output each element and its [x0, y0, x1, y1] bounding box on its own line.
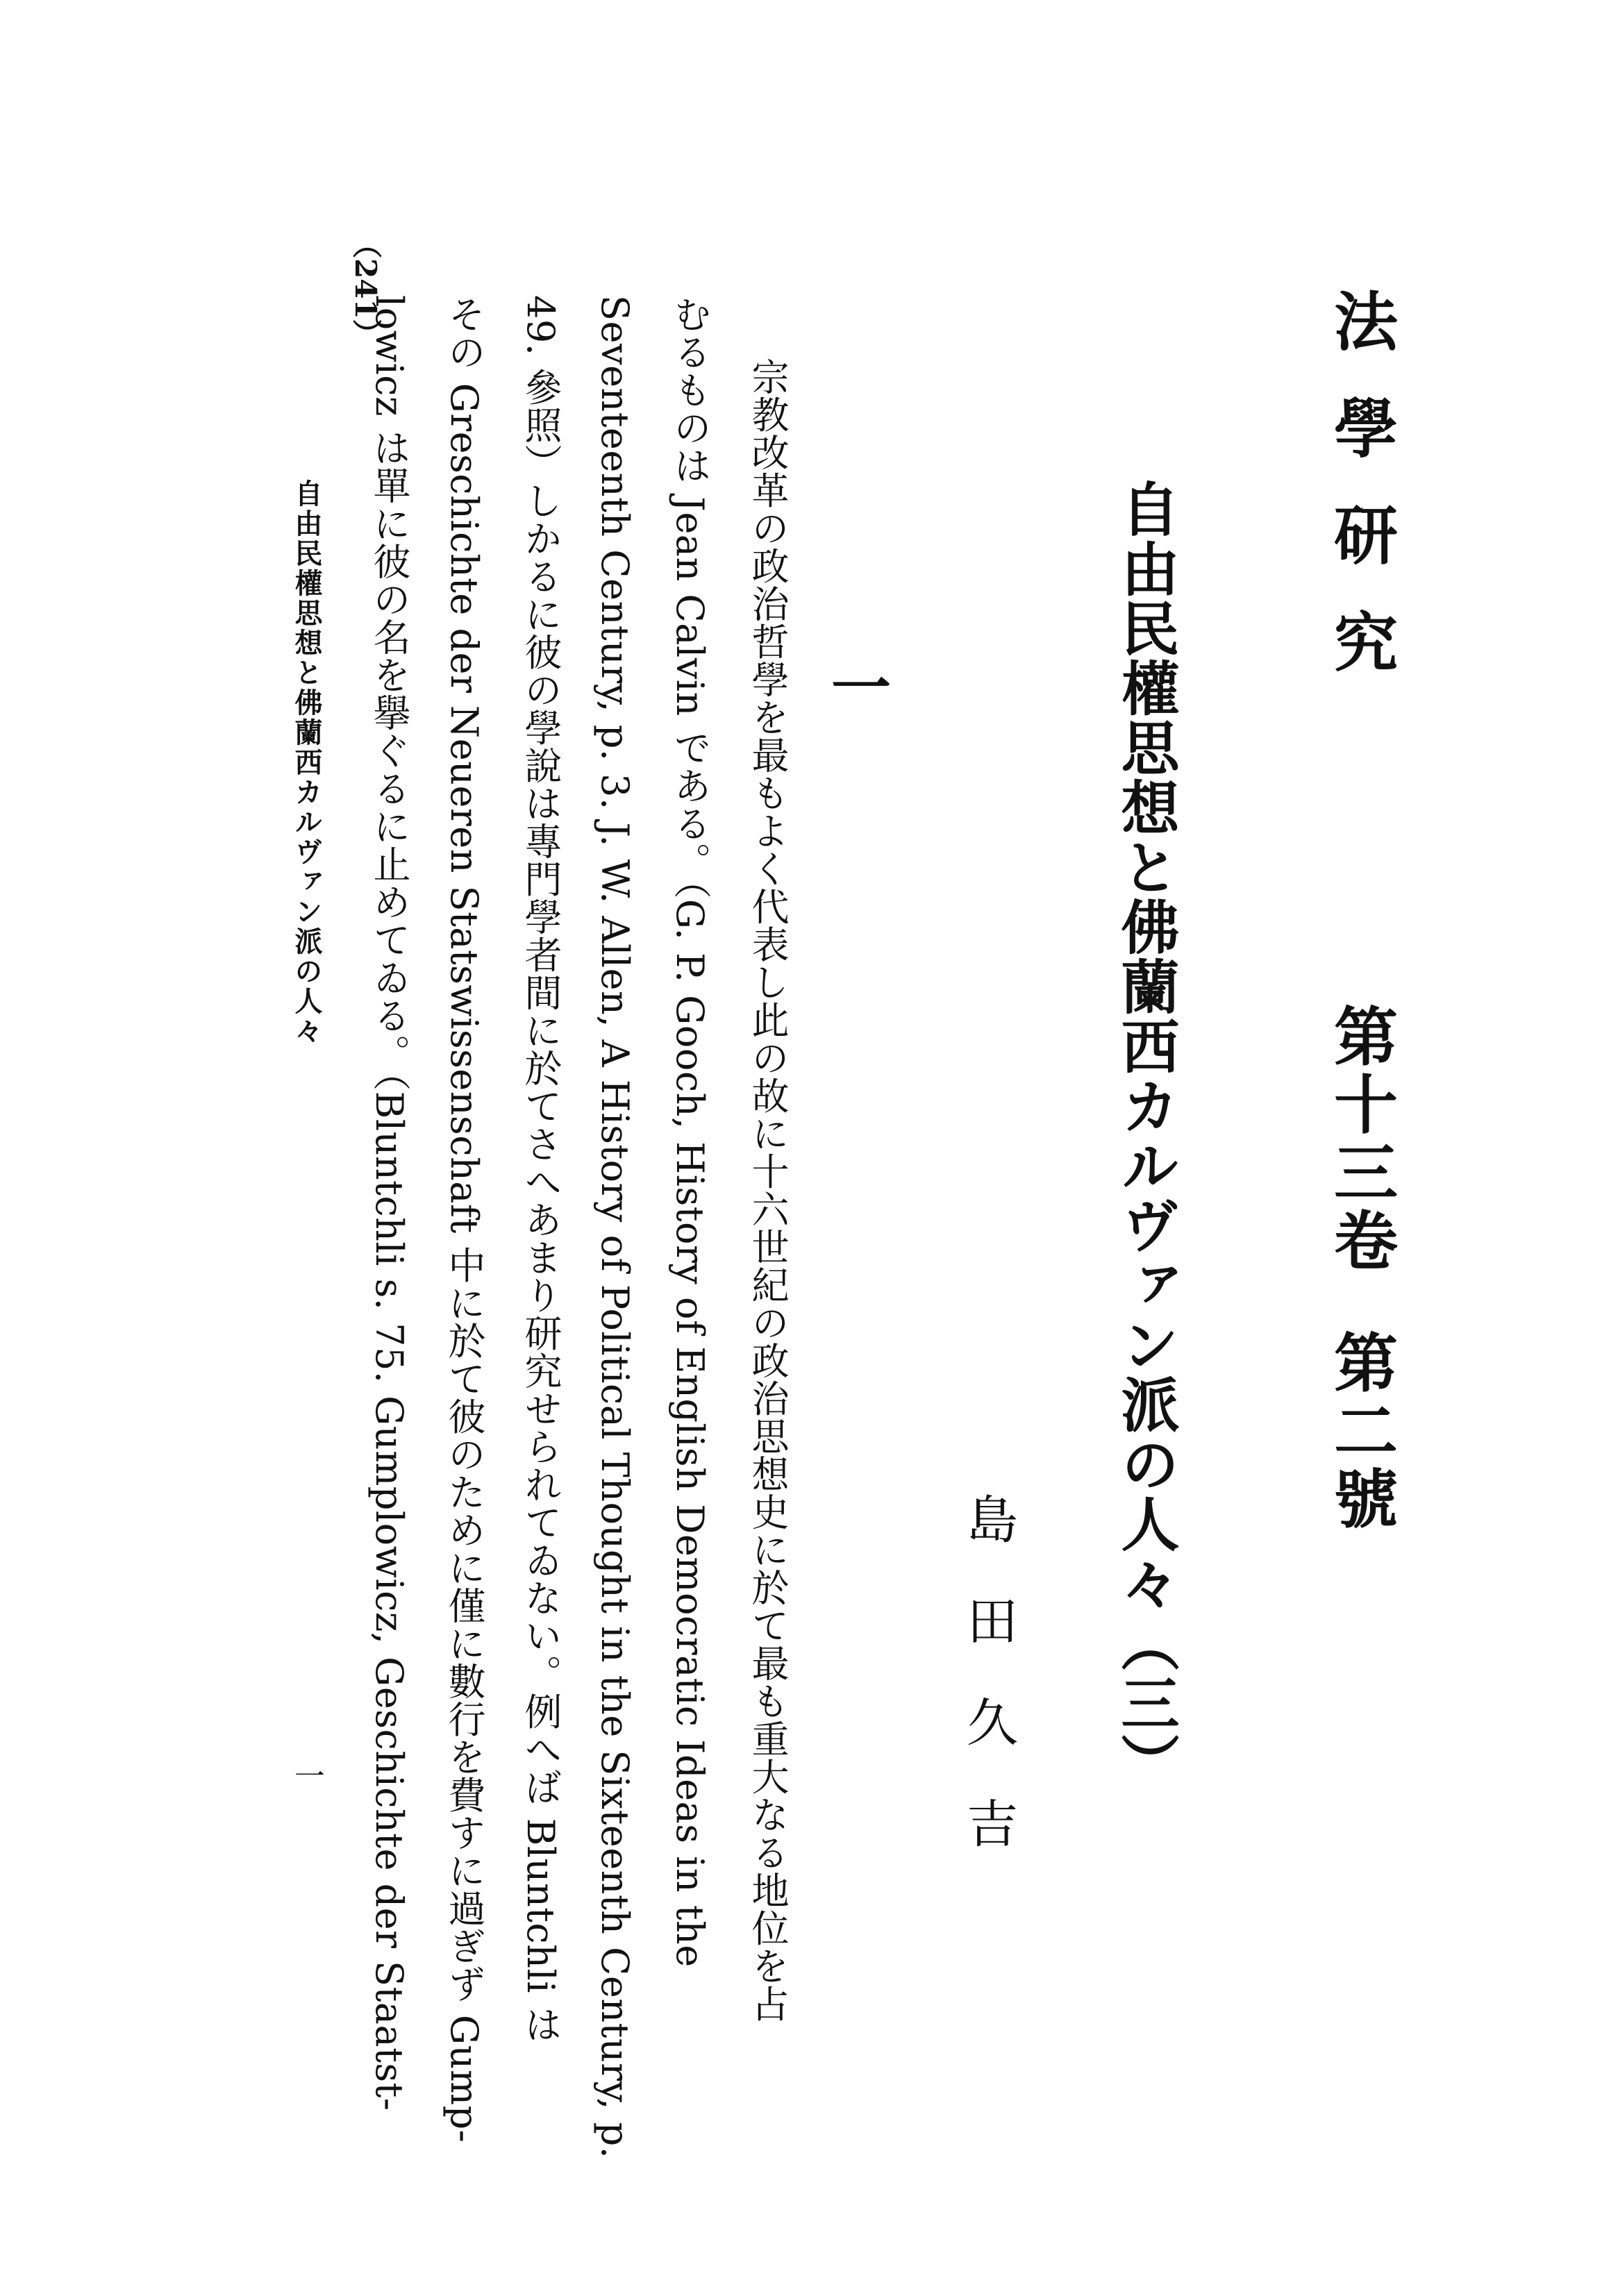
- folio: 一: [289, 1760, 324, 1791]
- page-number: （241）: [349, 229, 383, 349]
- body-line-2: むるものは Jean Calvin である。（G. P. Gooch, History of English Democratic Ideas in the: [668, 295, 712, 1968]
- body-line-1: 宗教改革の政治哲學を最もよく代表し此の故に十六世紀の政治思想史に於て最も重大なる地位を占: [746, 358, 790, 2022]
- article-author: 島田久吉: [958, 1493, 1018, 1898]
- body-line-5: その Greschichte der Neueren Statswissenschaft 中に於て彼のために僅に數行を費すに過ぎず Gump-: [442, 295, 486, 2143]
- body-line-3: Seventeenth Century, p. 3. J. W. Allen, A History of Political Thought in the Sixteenth Century, p.: [593, 295, 637, 2159]
- journal-number: 第二號: [1324, 1330, 1399, 1534]
- section-marker: 一: [821, 656, 891, 716]
- journal-name: 法學研究: [1324, 288, 1399, 716]
- body-line-6: lowicz は單に彼の名を擧ぐるに止めてゐる。（Bluntchli s. 75. Gumplowicz, Geschichte der Staatst-: [367, 295, 411, 2111]
- journal-volume: 第十三卷: [1324, 1003, 1399, 1275]
- article-title: 自由民權思想と佛蘭西カルヴァン派の人々（三）: [1112, 479, 1181, 1793]
- body-line-4: 49. 參照）しかるに彼の學說は專門學者間に於てさへあまり研究せられてゐない。例へば Bluntchli は: [519, 295, 562, 2044]
- running-head: 自由民權思想と佛蘭西カルヴァン派の人々: [290, 479, 323, 1046]
